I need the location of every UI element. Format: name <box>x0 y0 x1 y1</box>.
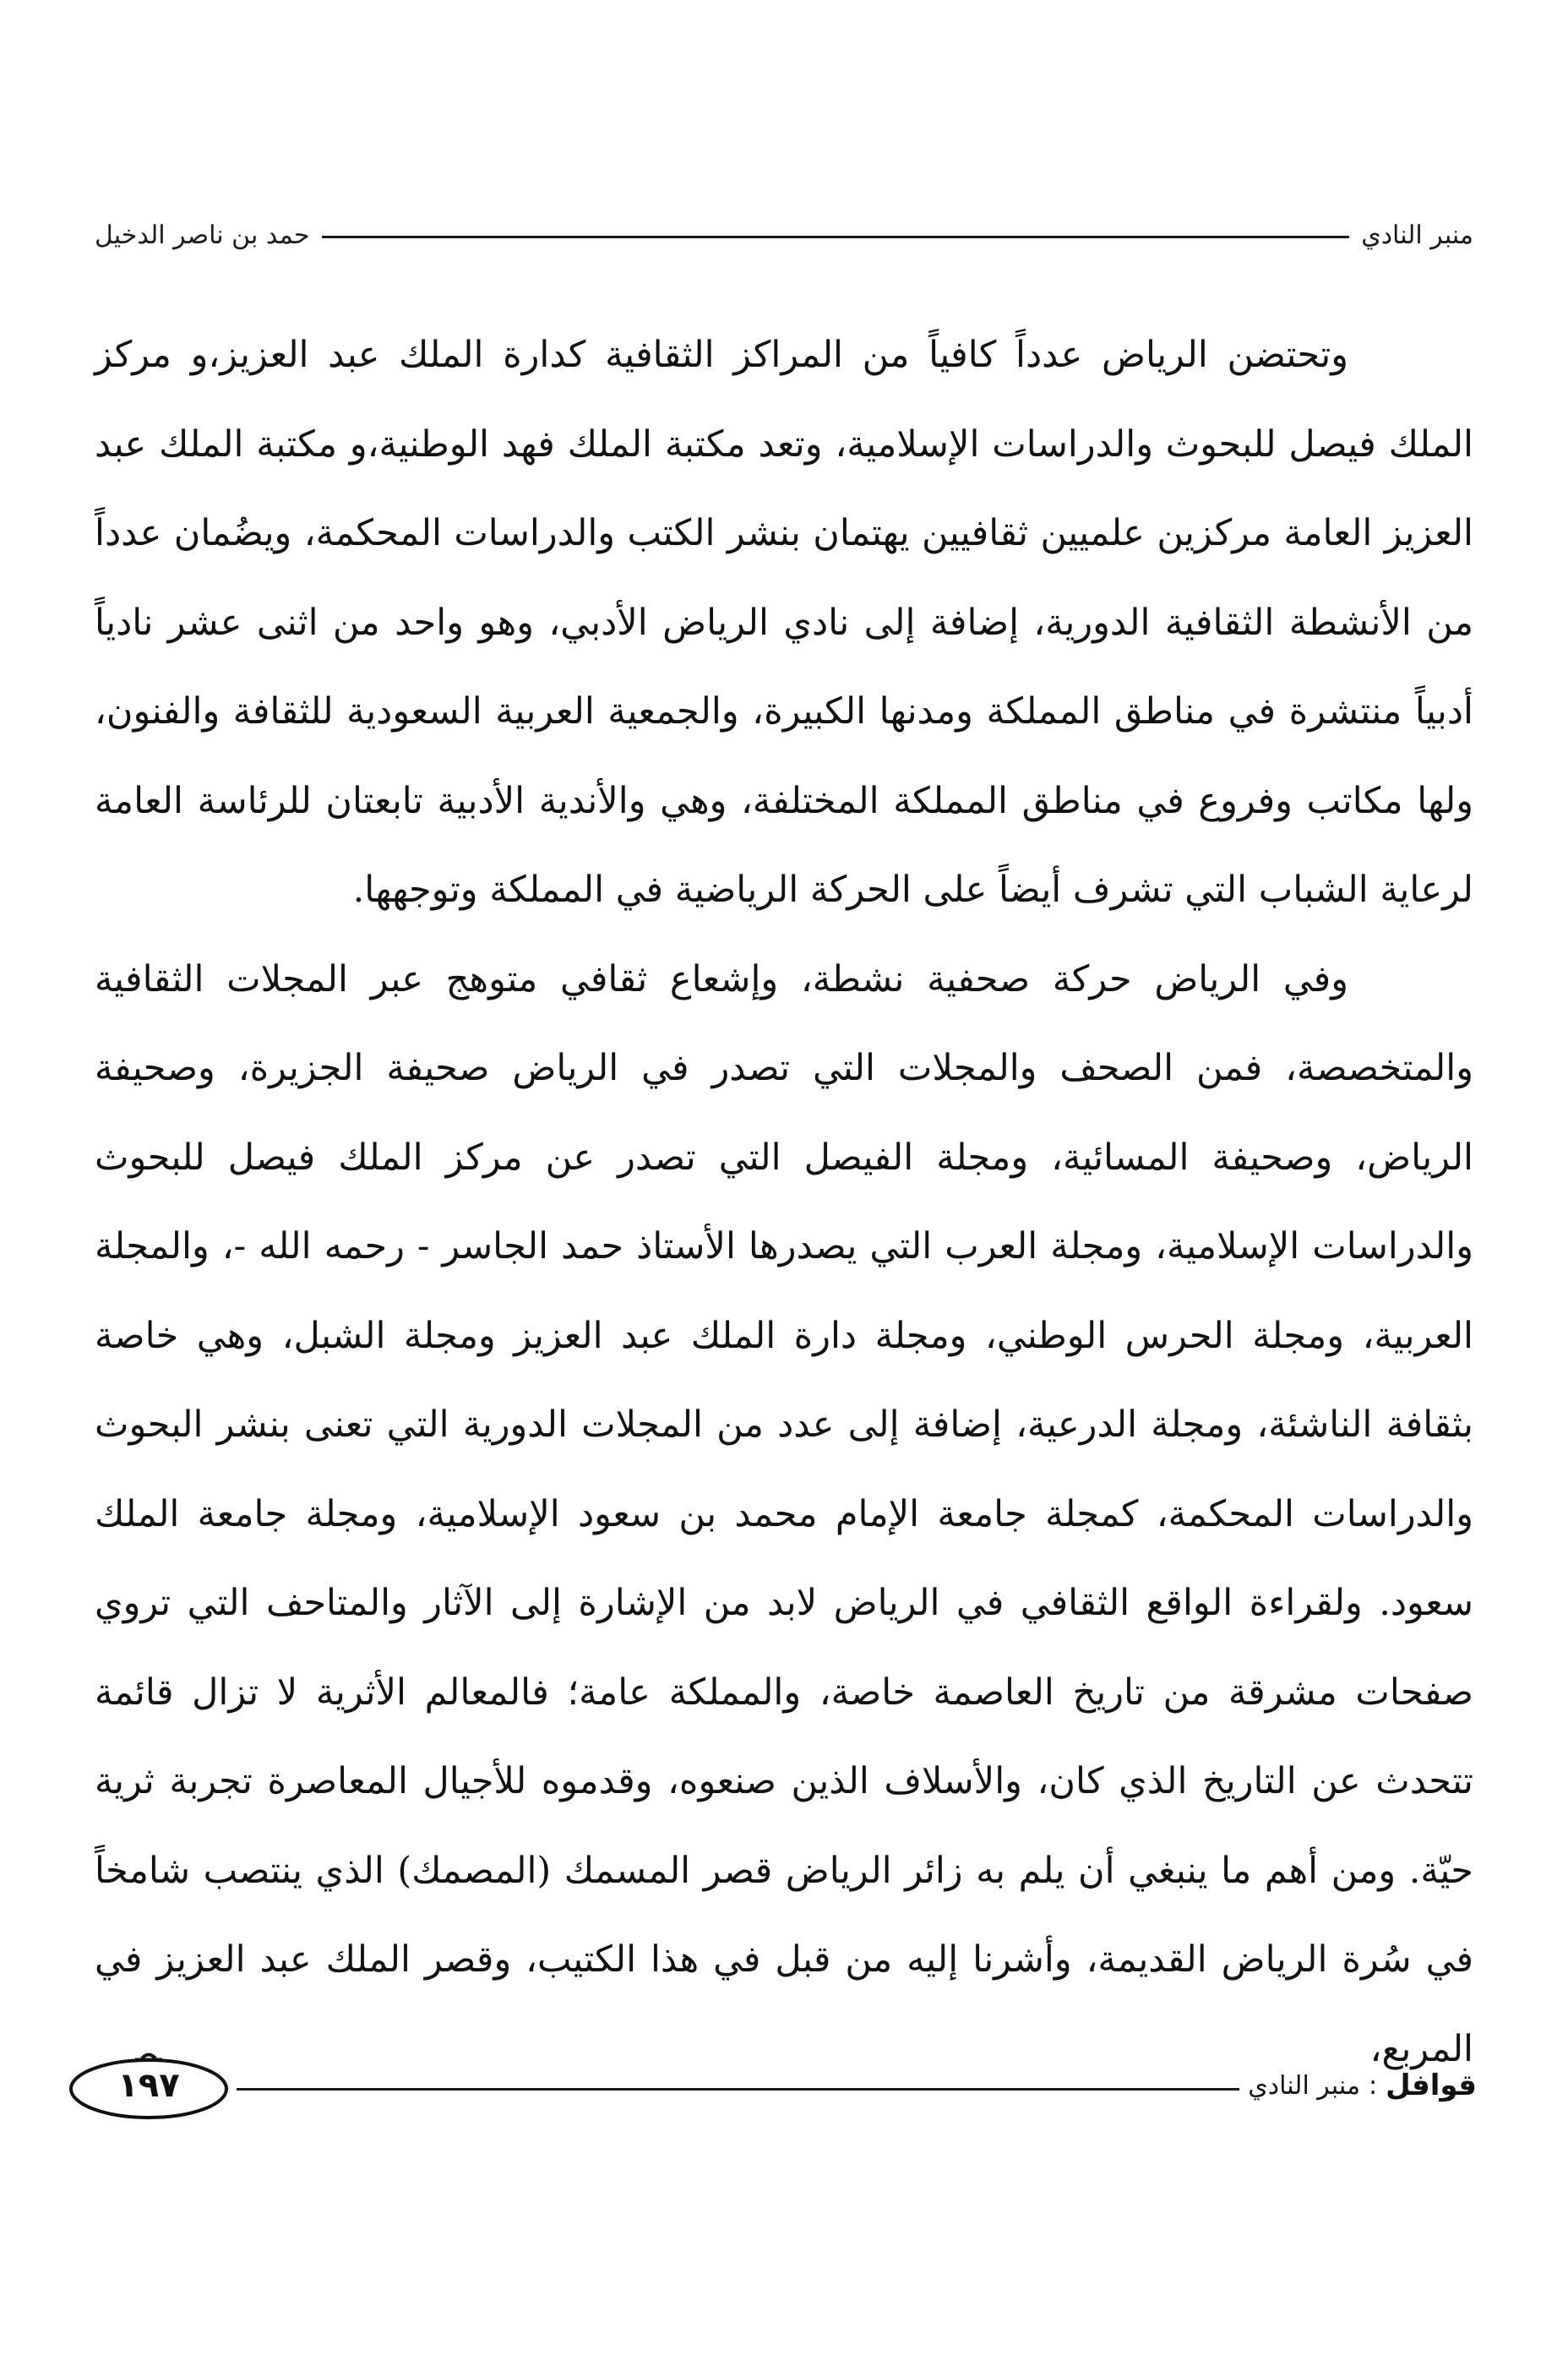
page-number-badge <box>64 2048 233 2123</box>
header-section-title: منبر النادي <box>1361 220 1473 250</box>
page-footer <box>64 2043 1477 2128</box>
paragraph-1: وتحتضن الرياض عدداً كافياً من المراكز الثقافية كدارة الملك عبد العزيز،و مركز الملك فيصل للبحوث والدراسات الإسلامية، وتعد مكتبة الملك فهد الوطنية،و مكتبة الملك عبد العزيز العامة مركزين علميين ثقافيين يهتمان بنشر الكتب والدراسات المحكمة، ويضُمان عدداً من الأنشطة الثقافية الدورية، إضافة إلى نادي الرياض الأدبي، وهو واحد من اثنى عشر نادياً أدبياً منتشرة في مناطق المملكة ومدنها الكبيرة، والجمعية العربية السعودية للثقافة والفنون، ولها مكاتب وفروع في مناطق المملكة المختلفة، وهي والأندية الأدبية تابعتان للرئاسة العامة لرعاية الشباب التي تشرف أيضاً على الحركة الرياضية في المملكة وتوجهها. <box>95 334 1473 911</box>
page-number: ١٩٧ <box>117 2066 180 2105</box>
header-author: حمد بن ناصر الدخيل <box>95 220 310 250</box>
running-header <box>95 210 1473 260</box>
article-body <box>95 311 1473 2094</box>
footer-magazine-name: قوافل <box>1386 2069 1477 2102</box>
footer-rule <box>237 2088 1239 2091</box>
paragraph-2: وفي الرياض حركة صحفية نشطة، وإشعاع ثقافي متوهج عبر المجلات الثقافية والمتخصصة، فمن الصحف والمجلات التي تصدر في الرياض صحيفة الجزيرة، وصحيفة الرياض، وصحيفة المسائية، ومجلة الفيصل التي تصدر عن مركز الملك فيصل للبحوث والدراسات الإسلامية، ومجلة العرب التي يصدرها الأستاذ حمد الجاسر - رحمه الله -، والمجلة العربية، ومجلة الحرس الوطني، ومجلة دارة الملك عبد العزيز ومجلة الشبل، وهي خاصة بثقافة الناشئة، ومجلة الدرعية، إضافة إلى عدد من المجلات الدورية التي تعنى بنشر البحوث والدراسات المحكمة، كمجلة جامعة الإمام محمد بن سعود الإسلامية، ومجلة جامعة الملك سعود. ولقراءة الواقع الثقافي في الرياض لابد من الإشارة إلى الآثار والمتاحف التي تروي صفحات مشرقة من تاريخ العاصمة خاصة، والمملكة عامة؛ فالمعالم الأثرية لا تزال قائمة تتحدث عن التاريخ الذي كان، والأسلاف الذين صنعوه، وقدموه للأجيال المعاصرة تجربة ثرية حيّة. ومن أهم ما ينبغي أن يلم به زائر الرياض قصر المسمك (المصمك) الذي ينتصب شامخاً في سُرة الرياض القديمة، وأشرنا إليه من قبل في هذا الكتيب، وقصر الملك عبد العزيز في المربع، <box>95 957 1473 2070</box>
footer-separator: : <box>1369 2070 1378 2101</box>
header-rule <box>322 236 1350 238</box>
footer-section-name: منبر النادي <box>1248 2070 1361 2101</box>
